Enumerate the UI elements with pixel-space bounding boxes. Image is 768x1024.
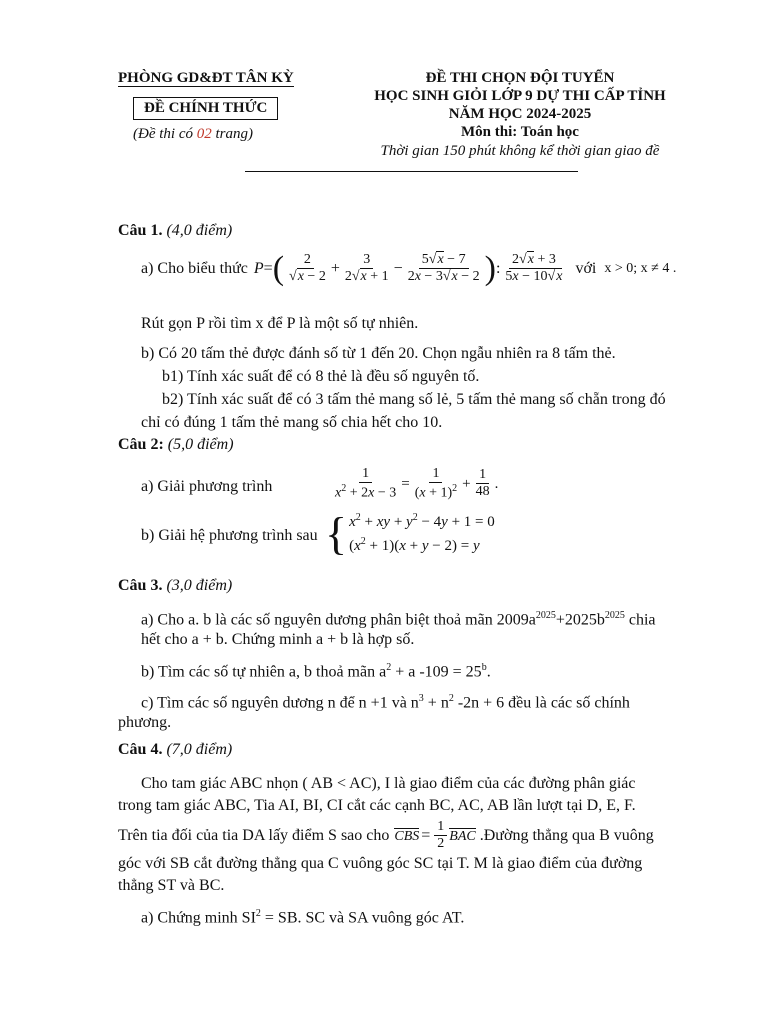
q1-label: Câu 1. <box>118 222 163 239</box>
q4a-pre: a) Chứng minh SI <box>141 909 256 927</box>
exam-title-1: ĐỀ THI CHỌN ĐỘI TUYỂN <box>425 70 615 86</box>
q1a-frac-4: $\frac{2√x + 3}{5x - 10√x}$ <box>505 252 563 285</box>
q2-points: (5,0 điểm) <box>167 436 234 453</box>
q3c-exp3: 3 <box>418 693 424 704</box>
q3c-post: -2n + 6 đều là các số chính <box>453 694 630 712</box>
q1a-frac-1: $\frac{2}{√x - 2}$ <box>289 252 326 285</box>
q4-line3-post: .Đường thẳng qua B vuông <box>479 826 654 844</box>
q3c-mid: + n <box>423 694 449 712</box>
q1b-intro: b) Có 20 tấm thẻ được đánh số từ 1 đến 20. Chọn ngẫu nhiên ra 8 tấm thẻ. <box>141 345 616 362</box>
pages-count: 02 <box>196 126 212 142</box>
q3-label: Câu 3. <box>118 577 163 594</box>
q4-line1: Cho tam giác ABC nhọn ( AB < AC), I là giao điểm của các đường phân giác <box>141 775 636 792</box>
time-note: Thời gian 150 phút không kể thời gian giao đề <box>380 143 660 159</box>
q1-heading <box>118 222 232 240</box>
q1a-frac-2: $\frac{3}{2√x + 1}$ <box>344 252 389 285</box>
q4a-post: = SB. SC và SA vuông góc AT. <box>260 909 465 927</box>
exam-title-3: NĂM HỌC 2024-2025 <box>448 106 592 122</box>
q3a-line2: hết cho a + b. Chứng minh a + b là hợp số. <box>141 631 415 648</box>
q2a-frac-1: $\frac{1}{x^2 + 2x - 3}$ <box>335 466 397 501</box>
q2-heading <box>118 436 234 454</box>
q4-heading <box>118 741 232 759</box>
q2a-prefix: a) Giải phương trình <box>141 478 273 495</box>
q4-line5: thẳng ST và BC. <box>118 877 225 894</box>
q3c-line1 <box>141 693 630 712</box>
q4-angle-cbs: CBS <box>394 828 420 844</box>
q4-angle-bac: BAC <box>449 828 476 844</box>
q1a-condition: x > 0; x ≠ 4 . <box>604 261 677 276</box>
q3a-exp1: 2025 <box>535 610 556 621</box>
q1-points: (4,0 điểm) <box>166 222 233 239</box>
q3b-exp-a: 2 <box>386 662 392 673</box>
official-label: ĐỀ CHÍNH THỨC <box>133 97 278 120</box>
q1a-formula-line: a) Cho biểu thức P = ( $\frac{2}{√x - 2}$ + $\frac{3}{2√x + 1}$ − $\frac{5√x - 7}{2x - 3√x - 2}$ ) : $\frac{2√x + 3}{5x - 10√x}$ với x > 0; x ≠ 4 . <box>141 250 677 287</box>
q2b-system: { $x^2$ + xy + $y^2 - 4y + 1 = 0$ $(x^2 + 1)(x + y - 2) = y$ <box>325 508 495 560</box>
q2a-frac-3: $\frac{1}{48}$ <box>475 467 490 500</box>
q3-heading <box>118 577 232 595</box>
q4-half-frac: $\frac{1}{2}$ <box>434 819 447 853</box>
page-count-note <box>133 126 253 143</box>
q1a-with: với <box>575 260 597 277</box>
subject-line: Môn thi: Toán học <box>461 124 579 140</box>
q3-points: (3,0 điểm) <box>166 577 233 594</box>
q2-label: Câu 2: <box>118 436 164 453</box>
q2b-eq2: $(x^2 + 1)(x + y - 2) = y$ <box>349 536 480 555</box>
exam-title-2: HỌC SINH GIỎI LỚP 9 DỰ THI CẤP TỈNH <box>374 88 666 104</box>
q3b-pre: b) Tìm các số tự nhiên a, b thoả mãn a <box>141 663 387 681</box>
department-text: PHÒNG GD&ĐT TÂN KỲ <box>118 70 294 86</box>
q3b-post: . <box>486 663 491 681</box>
q1b2-line1: b2) Tính xác suất để có 3 tấm thẻ mang số lẻ, 5 tấm thẻ mang số chẵn trong đó <box>162 391 666 408</box>
header-divider <box>245 171 578 172</box>
q2b-eq1: $x^2$ + xy + $y^2 - 4y + 1 = 0$ <box>349 512 495 530</box>
q2b-prefix: b) Giải hệ phương trình sau <box>141 527 318 544</box>
q3b-mid: + a -109 = 25 <box>391 663 482 681</box>
q1b1: b1) Tính xác suất để có 8 thẻ là đều số nguyên tố. <box>162 368 480 385</box>
q4a-line <box>141 908 464 927</box>
q3a-post: chia <box>624 611 656 629</box>
q3a-mid: +2025b <box>555 611 605 629</box>
q4-label: Câu 4. <box>118 741 163 758</box>
q1a-task: Rút gọn P rồi tìm x để P là một số tự nhiên. <box>141 315 419 332</box>
q3c-line2: phương. <box>118 714 172 731</box>
q3c-exp2: 2 <box>448 693 454 704</box>
q3a-pre: a) Cho a. b là các số nguyên dương phân biệt thoả mãn 2009a <box>141 611 536 629</box>
q3b-exp-b: b <box>481 662 487 673</box>
q3b-line <box>141 662 491 681</box>
q4a-exp: 2 <box>255 908 261 919</box>
q4-line3: Trên tia đối của tia DA lấy điểm S sao cho CBS = $\frac{1}{2}$ BAC .Đường thẳng qua B vuông <box>118 819 654 852</box>
q2a-equation: $\frac{1}{x^2 + 2x - 3}$ = $\frac{1}{(x + 1)^2}$ + $\frac{1}{48}$ . <box>330 466 498 503</box>
pages-suffix: trang) <box>211 126 253 142</box>
department-name <box>118 70 294 87</box>
q4-line3-pre: Trên tia đối của tia DA lấy điểm S sao cho <box>118 826 390 844</box>
q3a-exp2: 2025 <box>604 610 625 621</box>
pages-prefix: (Đề thi có <box>133 126 197 142</box>
q3a-line1 <box>141 610 656 629</box>
q1a-prefix: a) Cho biểu thức <box>141 260 248 277</box>
q1b2-line2: chỉ có đúng 1 tấm thẻ mang số chia hết cho 10. <box>141 414 443 431</box>
q1a-frac-3: $\frac{5√x - 7}{2x - 3√x - 2}$ <box>407 252 480 285</box>
q4-line2: trong tam giác ABC, Tia AI, BI, CI cắt các cạnh BC, AC, AB lần lượt tại D, E, F. <box>118 797 636 814</box>
q4-points: (7,0 điểm) <box>166 741 233 758</box>
q3c-pre: c) Tìm các số nguyên dương n để n +1 và n <box>141 694 419 712</box>
q4-line4: góc với SB cắt đường thẳng qua C vuông góc SC tại T. M là giao điểm của đường <box>118 855 643 872</box>
q2a-frac-2: $\frac{1}{(x + 1)^2}$ <box>414 466 458 501</box>
